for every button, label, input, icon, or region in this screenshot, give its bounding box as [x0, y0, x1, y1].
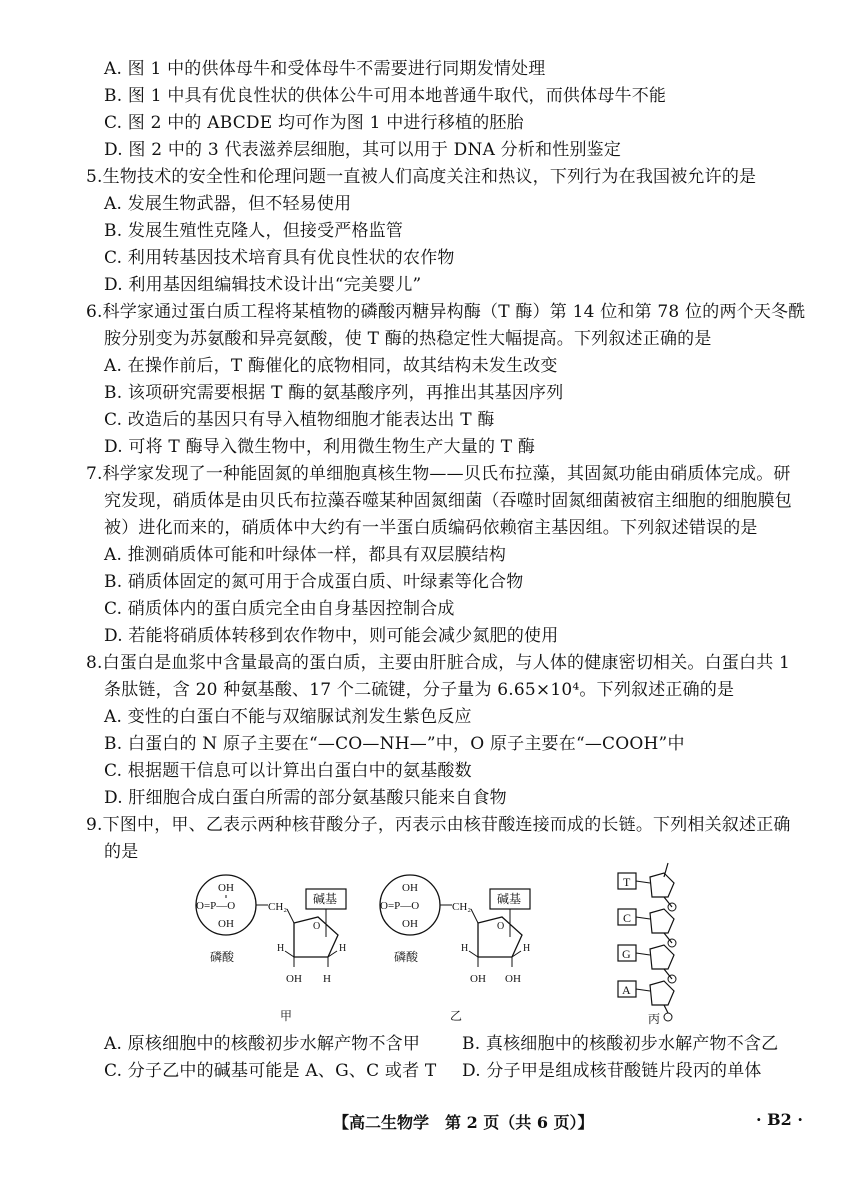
yi-oh-3: OH — [470, 973, 486, 985]
q5-option-a: A. 发展生物武器，但不轻易使用 — [104, 194, 352, 214]
q9-option-c: C. 分子乙中的碱基可能是 A、G、C 或者 T — [104, 1061, 437, 1081]
yi-phosphate-label: 磷酸 — [394, 950, 419, 964]
q9-option-b: B. 真核细胞中的核酸初步水解产物不含乙 — [462, 1034, 779, 1054]
q7-stem-line1: 7.科学家发现了一种能固氮的单细胞真核生物——贝氏布拉藻，其固氮功能由硝质体完成。研 — [86, 464, 791, 484]
q6-option-c: C. 改造后的基因只有导入植物细胞才能表达出 T 酶 — [104, 410, 495, 430]
q5-option-d: D. 利用基因组编辑技术设计出“完美婴儿” — [104, 275, 422, 295]
nucleotide-figure — [0, 855, 867, 1025]
q5-stem: 5.生物技术的安全性和伦理问题一直被人们高度关注和热议，下列行为在我国被允许的是 — [86, 167, 757, 187]
nucleotide-jia — [196, 875, 346, 1023]
jia-h1: H — [277, 943, 285, 954]
q9-stem-line2: 的是 — [104, 842, 139, 862]
q6-stem-line2: 胺分别变为苏氨酸和异亮氨酸，使 T 酶的热稳定性大幅提高。下列叙述正确的是 — [104, 329, 712, 349]
q9-stem-line1: 9.下图中，甲、乙表示两种核苷酸分子，丙表示由核苷酸连接而成的长链。下列相关叙述正确 — [86, 815, 791, 835]
jia-ch2: CH₂ — [268, 901, 288, 913]
jia-oh-bottom: OH — [218, 918, 234, 930]
q4-option-d: D. 图 2 中的 3 代表滋养层细胞，其可以用于 DNA 分析和性别鉴定 — [104, 140, 622, 160]
q6-option-d: D. 可将 T 酶导入微生物中，利用微生物生产大量的 T 酶 — [104, 437, 536, 457]
yi-h2: H — [523, 943, 531, 954]
q4-option-c: C. 图 2 中的 ABCDE 均可作为图 1 中进行移植的胚胎 — [104, 113, 524, 133]
jia-h3: H — [323, 973, 331, 985]
nucleotide-chain-bing — [618, 863, 676, 1025]
q6-option-b: B. 该项研究需要根据 T 酶的氨基酸序列，再推出其基因序列 — [104, 383, 564, 403]
jia-oh-top: OH — [218, 882, 234, 894]
jia-base-label: 碱基 — [313, 892, 338, 906]
q8-stem-line2: 条肽链，含 20 种氨基酸、17 个二硫键，分子量为 6.65×10⁴。下列叙述正确的是 — [104, 680, 735, 700]
jia-p-group: O=P—O — [196, 900, 236, 912]
label-jia: 甲 — [280, 1009, 293, 1023]
yi-oh-top: OH — [402, 882, 418, 894]
q8-option-d: D. 肝细胞合成白蛋白所需的部分氨基酸只能来自食物 — [104, 788, 507, 808]
q9-option-d: D. 分子甲是组成核苷酸链片段丙的单体 — [462, 1061, 762, 1081]
q9-option-a: A. 原核细胞中的核酸初步水解产物不含甲 — [104, 1034, 421, 1054]
q8-stem-line1: 8.白蛋白是血浆中含量最高的蛋白质，主要由肝脏合成，与人体的健康密切相关。白蛋白共 1 — [86, 653, 791, 673]
q7-option-d: D. 若能将硝质体转移到农作物中，则可能会减少氮肥的使用 — [104, 626, 559, 646]
svg-text:O: O — [313, 921, 321, 932]
footer-page-info: 【高二生物学 第 2 页（共 6 页）】 — [333, 1113, 594, 1132]
jia-h2: H — [339, 943, 347, 954]
yi-base-label: 碱基 — [497, 892, 522, 906]
yi-h1: H — [461, 943, 469, 954]
chain-base-4: A — [622, 983, 631, 997]
q7-option-a: A. 推测硝质体可能和叶绿体一样，都具有双层膜结构 — [104, 545, 507, 565]
q6-stem-line1: 6.科学家通过蛋白质工程将某植物的磷酸丙糖异构酶（T 酶）第 14 位和第 78 位的两个天冬酰 — [86, 302, 806, 322]
chain-base-2: C — [623, 911, 632, 925]
q4-option-a: A. 图 1 中的供体母牛和受体母牛不需要进行同期发情处理 — [104, 59, 546, 79]
q4-option-b: B. 图 1 中具有优良性状的供体公牛可用本地普通牛取代，而供体母牛不能 — [104, 86, 667, 106]
jia-oh-3: OH — [286, 973, 302, 985]
nucleotide-yi — [380, 875, 530, 1023]
q8-option-b: B. 白蛋白的 N 原子主要在“—CO—NH—”中，O 原子主要在“—COOH”中 — [104, 734, 685, 754]
chain-base-1: T — [623, 875, 631, 889]
yi-p-group: O=P—O — [380, 900, 420, 912]
yi-oh-2: OH — [505, 973, 521, 985]
q7-option-c: C. 硝质体内的蛋白质完全由自身基因控制合成 — [104, 599, 455, 619]
label-yi: 乙 — [450, 1009, 463, 1023]
jia-phosphate-label: 磷酸 — [210, 950, 235, 964]
q7-stem-line3: 被）进化而来的，硝质体中大约有一半蛋白质编码依赖宿主基因组。下列叙述错误的是 — [104, 518, 758, 538]
chain-base-3: G — [622, 947, 631, 961]
q7-stem-line2: 究发现，硝质体是由贝氏布拉藻吞噬某种固氮细菌（吞噬时固氮细菌被宿主细胞的细胞膜包 — [104, 491, 792, 511]
q8-option-a: A. 变性的白蛋白不能与双缩脲试剂发生紫色反应 — [104, 707, 472, 727]
label-bing: 丙 — [648, 1012, 661, 1025]
page-footer — [0, 1110, 867, 1136]
q7-option-b: B. 硝质体固定的氮可用于合成蛋白质、叶绿素等化合物 — [104, 572, 524, 592]
q5-option-b: B. 发展生殖性克隆人，但接受严格监管 — [104, 221, 404, 241]
yi-ch2: CH₂ — [452, 901, 472, 913]
yi-oh-bottom: OH — [402, 918, 418, 930]
q8-option-c: C. 根据题干信息可以计算出白蛋白中的氨基酸数 — [104, 761, 472, 781]
q5-option-c: C. 利用转基因技术培育具有优良性状的农作物 — [104, 248, 455, 268]
svg-text:O: O — [497, 921, 505, 932]
footer-code: · B2 · — [756, 1110, 803, 1129]
q6-option-a: A. 在操作前后，T 酶催化的底物相同，故其结构未发生改变 — [104, 356, 558, 376]
